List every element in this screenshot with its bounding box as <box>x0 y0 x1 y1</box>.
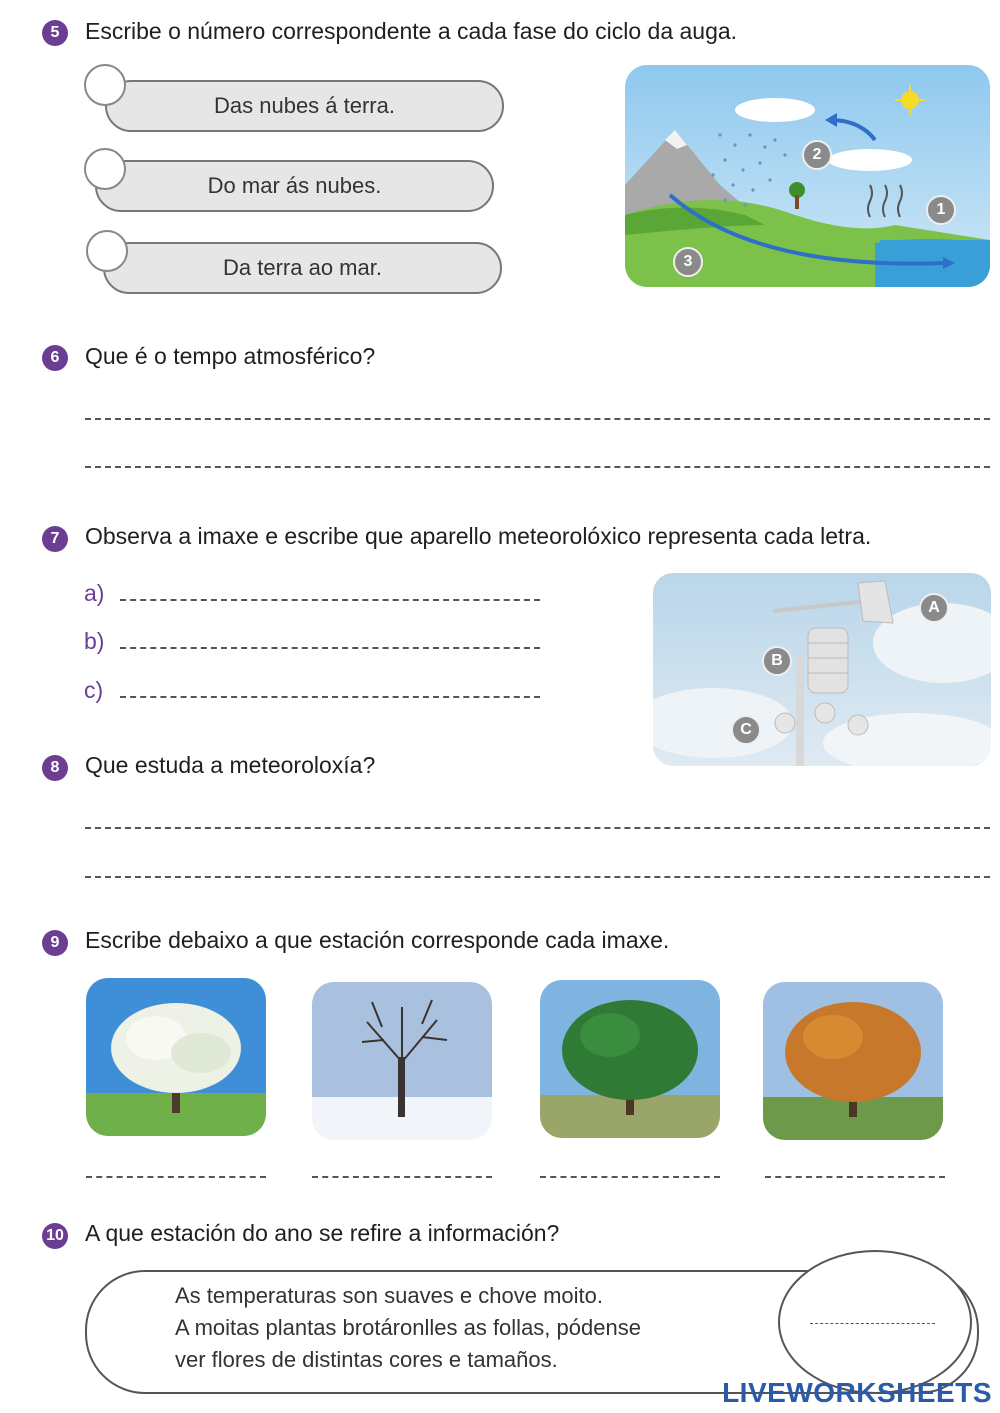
season-image-winter <box>312 982 492 1140</box>
season-answer-line-3[interactable] <box>540 1176 720 1178</box>
letter-c: c) <box>84 677 104 703</box>
info-line-2: A moitas plantas brotáronlles as follas, pódense <box>175 1315 641 1340</box>
phase-option-3-label: Da terra ao mar. <box>223 255 382 280</box>
question-5-number: 5 <box>42 20 68 46</box>
answer-line-c[interactable] <box>120 696 540 698</box>
answer-ellipse <box>778 1250 972 1394</box>
question-10-text: A que estación do ano se refire a información? <box>85 1220 560 1246</box>
season-answer-line-1[interactable] <box>86 1176 266 1178</box>
answer-line-q8-2[interactable] <box>85 876 990 878</box>
station-badge-a: A <box>919 593 949 623</box>
question-7-text: Observa a imaxe e escribe que aparello meteorolóxico representa cada letra. <box>85 523 872 549</box>
diagram-badge-3: 3 <box>673 247 703 277</box>
phase-option-1 <box>105 80 504 132</box>
season-answer-line-q10[interactable] <box>810 1323 935 1324</box>
station-badge-c: C <box>731 715 761 745</box>
answer-line-a[interactable] <box>120 599 540 601</box>
question-8-number: 8 <box>42 755 68 781</box>
phase-option-3 <box>103 242 502 294</box>
answer-line-b[interactable] <box>120 647 540 649</box>
liveworksheets-watermark: LIVEWORKSHEETS <box>722 1377 992 1408</box>
question-9-text: Escribe debaixo a que estación corresponde cada imaxe. <box>85 927 670 953</box>
question-10-number: 10 <box>42 1223 68 1249</box>
station-badge-b: B <box>762 646 792 676</box>
question-6-number: 6 <box>42 345 68 371</box>
phase-answer-1-input[interactable] <box>84 64 126 106</box>
letter-b: b) <box>84 628 105 654</box>
info-line-1: As temperaturas son suaves e chove moito. <box>175 1283 603 1308</box>
question-5-text: Escribe o número correspondente a cada fase do ciclo da auga. <box>85 18 738 44</box>
question-8-text: Que estuda a meteoroloxía? <box>85 752 376 778</box>
phase-answer-3-input[interactable] <box>86 230 128 272</box>
phase-option-2-label: Do mar ás nubes. <box>207 173 382 198</box>
answer-line-q6-2[interactable] <box>85 466 990 468</box>
phase-option-1-label: Das nubes á terra. <box>214 93 395 118</box>
question-9-number: 9 <box>42 930 68 956</box>
season-answer-line-2[interactable] <box>312 1176 492 1178</box>
question-7-number: 7 <box>42 526 68 552</box>
answer-line-q6-1[interactable] <box>85 418 990 420</box>
question-6-text: Que é o tempo atmosférico? <box>85 343 376 369</box>
phase-option-2 <box>95 160 494 212</box>
info-line-3: ver flores de distintas cores e tamaños. <box>175 1347 558 1372</box>
season-image-autumn <box>763 982 943 1140</box>
answer-line-q8-1[interactable] <box>85 827 990 829</box>
season-answer-line-4[interactable] <box>765 1176 945 1178</box>
season-image-spring <box>86 978 266 1136</box>
season-image-summer <box>540 980 720 1138</box>
letter-a: a) <box>84 580 105 606</box>
diagram-badge-1: 1 <box>926 195 956 225</box>
phase-answer-2-input[interactable] <box>84 148 126 190</box>
info-text-block <box>175 1280 641 1376</box>
diagram-badge-2: 2 <box>802 140 832 170</box>
